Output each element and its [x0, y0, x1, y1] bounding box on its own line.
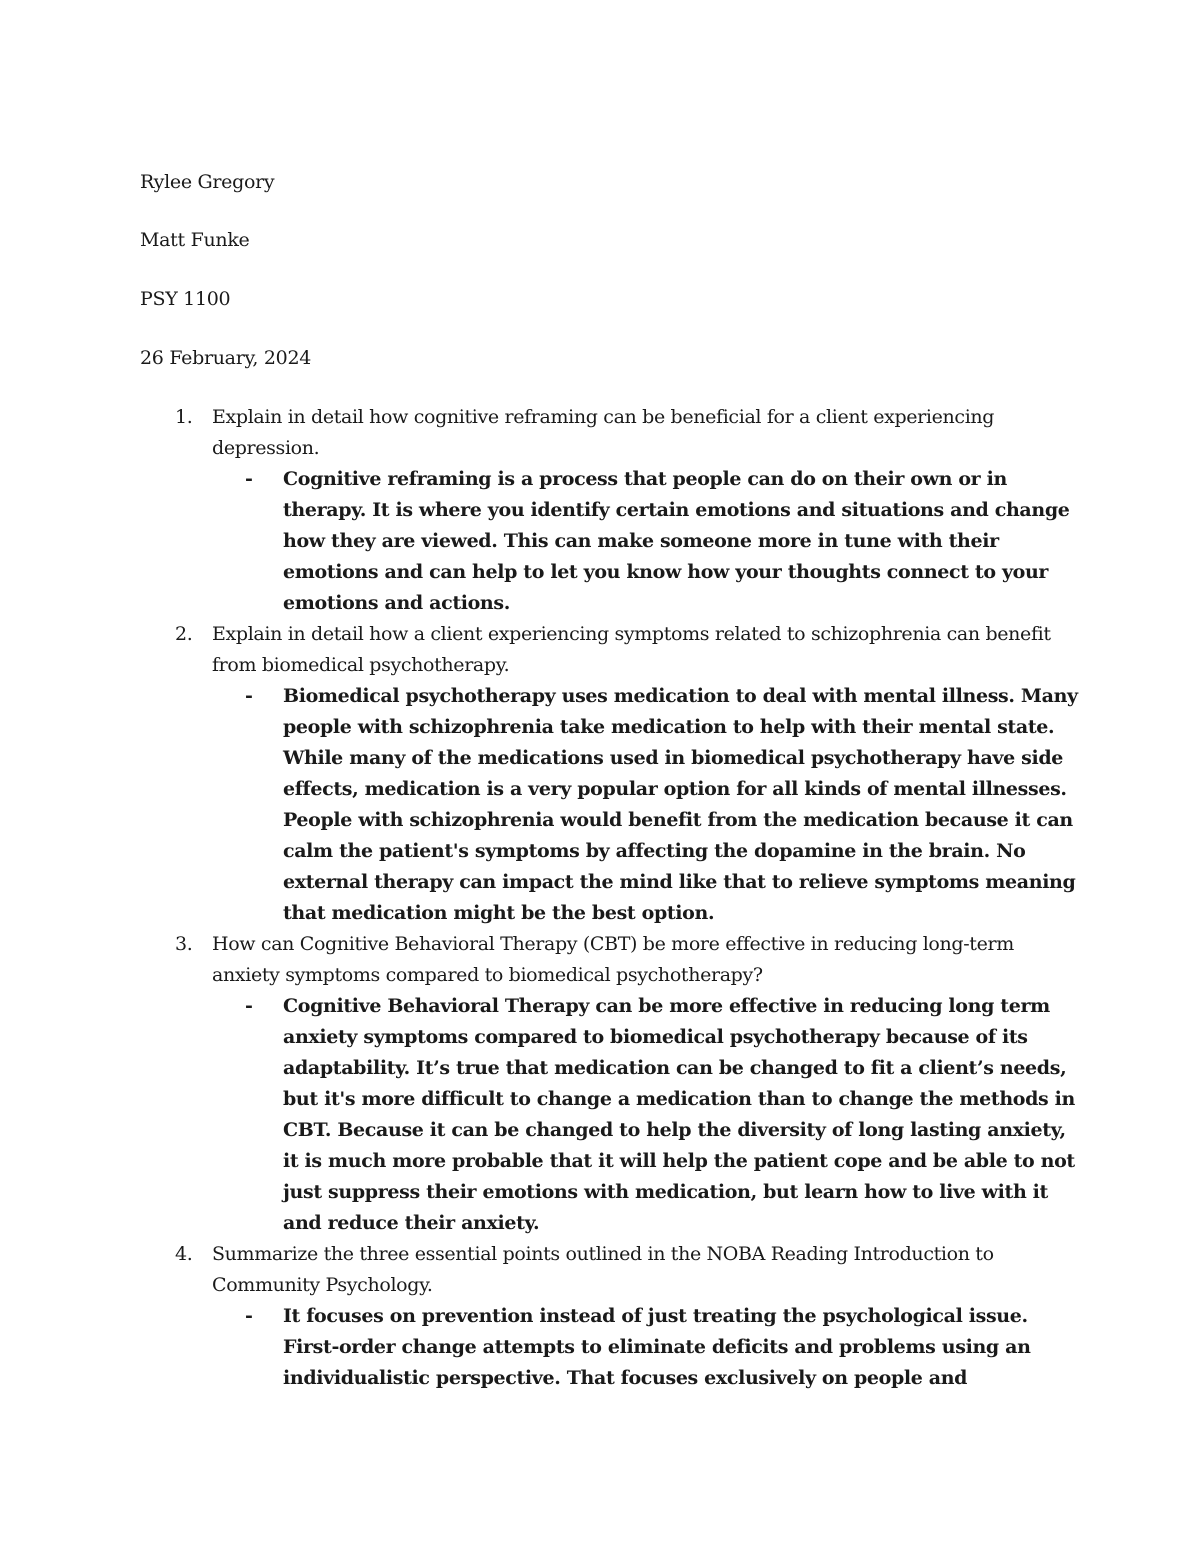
question-item-2	[140, 619, 1080, 929]
question-item-1	[140, 402, 1080, 619]
question-text: Summarize the three essential points outlined in the NOBA Reading Introduction to Community Psychology.	[212, 1243, 994, 1296]
question-list	[140, 402, 1080, 1394]
answer-bullet: -	[245, 1305, 253, 1327]
answer-text: It focuses on prevention instead of just treating the psychological issue. First-order change attempts to eliminate deficits and problems using an individualistic perspective. That focuses exclusively on people and	[283, 1305, 1031, 1389]
question-item-4	[140, 1239, 1080, 1394]
question-text: Explain in detail how cognitive reframing can be beneficial for a client experiencing depression.	[212, 406, 995, 459]
question-number: 3.	[175, 933, 193, 955]
answer-bullet: -	[245, 685, 253, 707]
question-number: 4.	[175, 1243, 193, 1265]
answer-text: Cognitive reframing is a process that people can do on their own or in therapy. It is where you identify certain emotions and situations and change how they are viewed. This can make someone more in tune with their emotions and can help to let you know how your thoughts connect to your emotions and actions.	[283, 468, 1070, 614]
answer-bullet: -	[245, 995, 253, 1017]
student-name: Rylee Gregory	[140, 171, 275, 193]
question-item-3	[140, 929, 1080, 1239]
question-text: How can Cognitive Behavioral Therapy (CBT) be more effective in reducing long-term anxiety symptoms compared to biomedical psychotherapy?	[212, 933, 1014, 986]
answer-bullet: -	[245, 468, 253, 490]
question-number: 1.	[175, 406, 193, 428]
course-code: PSY 1100	[140, 288, 231, 310]
question-text: Explain in detail how a client experiencing symptoms related to schizophrenia can benefit from biomedical psychotherapy.	[212, 623, 1051, 676]
answer-text: Cognitive Behavioral Therapy can be more effective in reducing long term anxiety symptoms compared to biomedical psychotherapy because of its adaptability. It’s true that medication can be changed to fit a client’s needs, but it's more difficult to change a medication than to change the methods in CBT. Because it can be changed to help the diversity of long lasting anxiety, it is much more probable that it will help the patient cope and be able to not just suppress their emotions with medication, but learn how to live with it and reduce their anxiety.	[283, 995, 1075, 1234]
answer-block	[245, 991, 1080, 1239]
answer-block	[245, 681, 1080, 929]
question-number: 2.	[175, 623, 193, 645]
instructor-name: Matt Funke	[140, 229, 250, 251]
answer-block	[245, 1301, 1080, 1394]
answer-block	[245, 464, 1080, 619]
assignment-date: 26 February, 2024	[140, 347, 312, 369]
answer-text: Biomedical psychotherapy uses medication to deal with mental illness. Many people with schizophrenia take medication to help with their mental state. While many of the medications used in biomedical psychotherapy have side effects, medication is a very popular option for all kinds of mental illnesses. People with schizophrenia would benefit from the medication because it can calm the patient's symptoms by affecting the dopamine in the brain. No external therapy can impact the mind like that to relieve symptoms meaning that medication might be the best option.	[283, 685, 1078, 924]
